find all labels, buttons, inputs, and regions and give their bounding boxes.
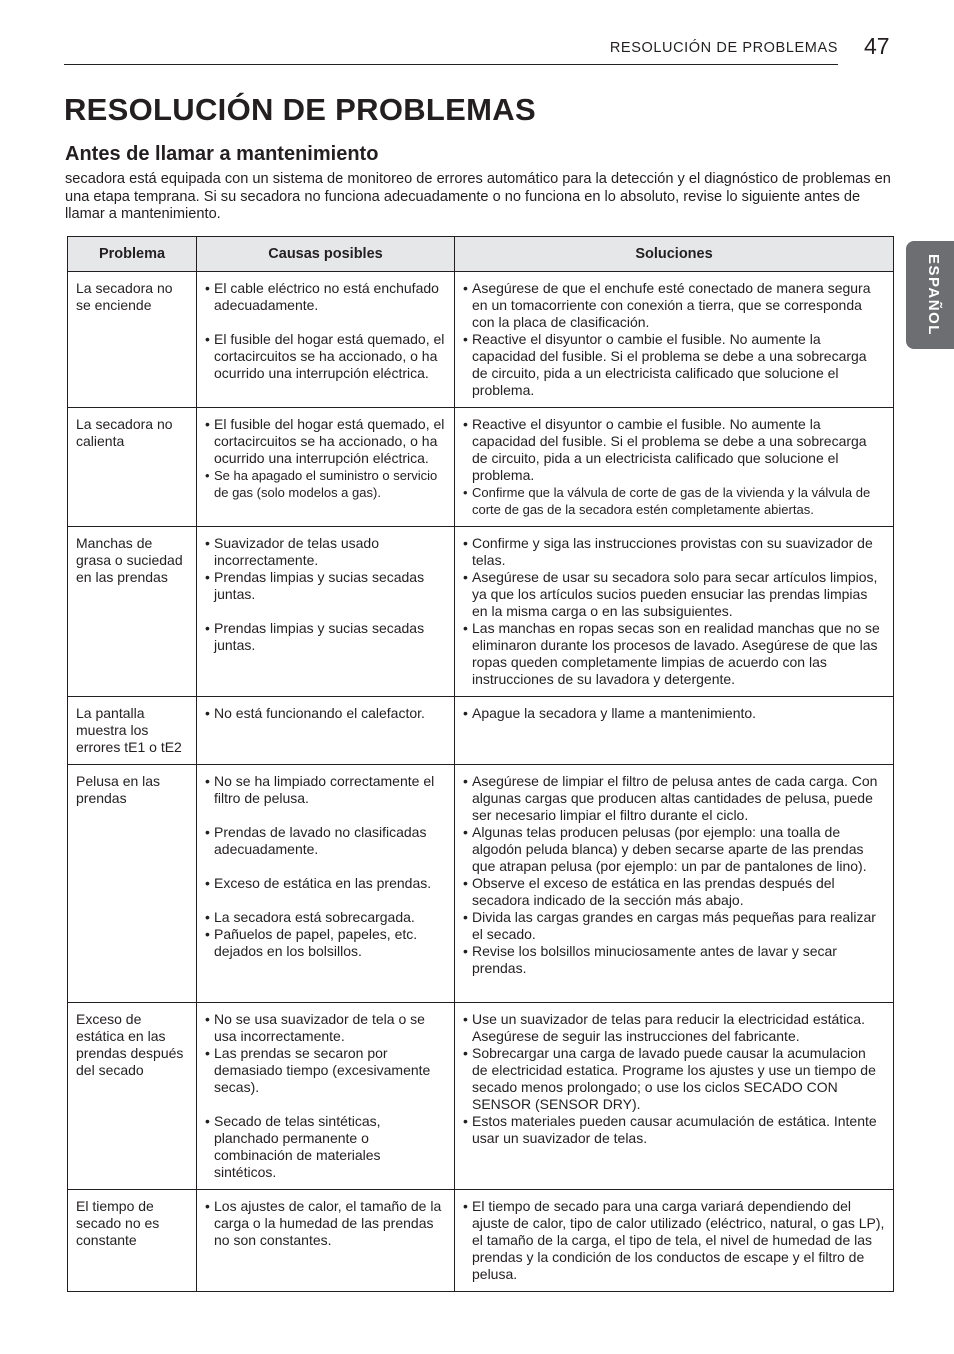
causes-cell xyxy=(197,527,455,697)
problem-cell: La pantalla muestra los errores tE1 o tE2 xyxy=(68,697,197,765)
cause-item: • Se ha apagado el suministro o servicio de gas (solo modelos a gas). xyxy=(205,467,446,501)
table-row xyxy=(68,697,894,765)
table-row xyxy=(68,408,894,527)
cause-item: • El cable eléctrico no está enchufado adecuadamente. xyxy=(205,280,446,314)
causes-cell xyxy=(197,765,455,1003)
cause-item: • Secado de telas sintéticas, planchado permanente o combinación de materiales sintéticos. xyxy=(205,1113,446,1181)
problem-cell: Exceso de estática en las prendas después del secado xyxy=(68,1003,197,1190)
cause-item: • El fusible del hogar está quemado, el cortacircuitos se ha accionado, o ha ocurrido una interrupción eléctrica. xyxy=(205,331,446,382)
solution-item: • Observe el exceso de estática en las prendas después del secadora indicado de la sección más abajo. xyxy=(463,875,885,909)
cause-item: • Las prendas se secaron por demasiado tiempo (excesivamente secas). xyxy=(205,1045,446,1096)
cause-item: • Prendas limpias y sucias secadas juntas. xyxy=(205,569,446,603)
causes-cell xyxy=(197,697,455,765)
table-header-row xyxy=(68,237,894,272)
cause-item: • El fusible del hogar está quemado, el cortacircuitos se ha accionado, o ha ocurrido una interrupción eléctrica. xyxy=(205,416,446,467)
page-number: 47 xyxy=(864,33,890,59)
cause-item: • Exceso de estática en las prendas. xyxy=(205,875,446,892)
cause-item: • Prendas limpias y sucias secadas juntas. xyxy=(205,620,446,654)
language-tab-label: ESPAÑOL xyxy=(925,254,942,336)
table-row xyxy=(68,272,894,408)
cause-item: • No se usa suavizador de tela o se usa incorrectamente. xyxy=(205,1011,446,1045)
solution-item: • Algunas telas producen pelusas (por ejemplo: una toalla de algodón peluda blanca) y deben secarse aparte de las prendas que atrapan pelusa (por ejemplo: un par de pantalones de lino). xyxy=(463,824,885,875)
solution-item: • Asegúrese de usar su secadora solo para secar artículos limpios, ya que los artículos sucios pueden ensuciar las prendas limpias en la misma carga o en las subsiguientes. xyxy=(463,569,885,620)
problem-cell: La secadora no se enciende xyxy=(68,272,197,408)
problem-cell: El tiempo de secado no es constante xyxy=(68,1190,197,1292)
problem-cell: Pelusa en las prendas xyxy=(68,765,197,1003)
cause-item: • La secadora está sobrecargada. xyxy=(205,909,446,926)
problem-cell: La secadora no calienta xyxy=(68,408,197,527)
solutions-cell xyxy=(455,1190,894,1292)
solution-item: • Divida las cargas grandes en cargas más pequeñas para realizar el secado. xyxy=(463,909,885,943)
solution-item: • Revise los bolsillos minuciosamente antes de lavar y secar prendas. xyxy=(463,943,885,977)
table-row xyxy=(68,1190,894,1292)
solution-item: • Apague la secadora y llame a mantenimiento. xyxy=(463,705,885,722)
language-tab xyxy=(906,241,954,349)
cause-item: • Prendas de lavado no clasificadas adecuadamente. xyxy=(205,824,446,858)
troubleshooting-table xyxy=(67,236,894,1292)
running-head: RESOLUCIÓN DE PROBLEMAS xyxy=(609,40,838,56)
solution-item: • El tiempo de secado para una carga variará dependiendo del ajuste de calor, tipo de calor utilizado (eléctrico, natural, o gas LP), el tamaño de la carga, el tipo de tela, el nivel de humedad de las prendas y la condición de los conductos de escape y el filtro de pelusa. xyxy=(463,1198,885,1283)
page-title: RESOLUCIÓN DE PROBLEMAS xyxy=(64,92,536,127)
solution-item: • Use un suavizador de telas para reducir la electricidad estática. Asegúrese de seguir las instrucciones del fabricante. xyxy=(463,1011,885,1045)
intro-paragraph: secadora está equipada con un sistema de monitoreo de errores automático para la detección y el diagnóstico de problemas en una etapa temprana. Si su secadora no funciona adecuadamente o no funciona en lo absoluto, revise lo siguiente antes de llamar a mantenimiento. xyxy=(65,171,891,222)
solutions-cell xyxy=(455,272,894,408)
causes-cell xyxy=(197,1190,455,1292)
cause-item: • No se ha limpiado correctamente el filtro de pelusa. xyxy=(205,773,446,807)
causes-cell xyxy=(197,408,455,527)
header-causes: Causas posibles xyxy=(197,237,455,272)
solution-item: • Reactive el disyuntor o cambie el fusible. No aumente la capacidad del fusible. Si el problema se debe a una sobrecarga de circuito, pida a un electricista calificado que solucione el problema. xyxy=(463,416,885,484)
causes-cell xyxy=(197,1003,455,1190)
solutions-cell xyxy=(455,408,894,527)
solution-item: • Las manchas en ropas secas son en realidad manchas que no se eliminaron durante los procesos de lavado. Asegúrese de que las ropas queden completamente limpias de acuerdo con las instrucciones de su lavadora y detergente. xyxy=(463,620,885,688)
solution-item: • Confirme que la válvula de corte de gas de la vivienda y la válvula de corte de gas de la secadora estén completamente abiertas. xyxy=(463,484,885,518)
solution-item: • Confirme y siga las instrucciones provistas con su suavizador de telas. xyxy=(463,535,885,569)
causes-cell xyxy=(197,272,455,408)
solutions-cell xyxy=(455,697,894,765)
solutions-cell xyxy=(455,527,894,697)
cause-item: • Los ajustes de calor, el tamaño de la carga o la humedad de las prendas no son constantes. xyxy=(205,1198,446,1249)
cause-item: • Pañuelos de papel, papeles, etc. dejados en los bolsillos. xyxy=(205,926,446,960)
cause-item: • No está funcionando el calefactor. xyxy=(205,705,446,722)
table-row xyxy=(68,1003,894,1190)
header-solutions: Soluciones xyxy=(455,237,894,272)
table-row xyxy=(68,765,894,1003)
solutions-cell xyxy=(455,1003,894,1190)
header-problem: Problema xyxy=(68,237,197,272)
solution-item: • Sobrecargar una carga de lavado puede causar la acumulacion de electricidad estatica. Programe los ajustes y use un tiempo de secado menos prolongado; o use los ciclos SECADO CON SENSOR (SENSOR DRY). xyxy=(463,1045,885,1113)
solution-item: • Asegúrese de limpiar el filtro de pelusa antes de cada carga. Con algunas cargas que producen altas cantidades de pelusa, puede ser necesario limpiar el filtro durante el ciclo. xyxy=(463,773,885,824)
section-subtitle: Antes de llamar a mantenimiento xyxy=(65,143,379,165)
solution-item: • Asegúrese de que el enchufe esté conectado de manera segura en un tomacorriente con conexión a tierra, que se corresponda con la placa de clasificación. xyxy=(463,280,885,331)
solution-item: • Estos materiales pueden causar acumulación de estática. Intente usar un suavizador de telas. xyxy=(463,1113,885,1147)
cause-item: • Suavizador de telas usado incorrectamente. xyxy=(205,535,446,569)
solutions-cell xyxy=(455,765,894,1003)
problem-cell: Manchas de grasa o suciedad en las prendas xyxy=(68,527,197,697)
table-row xyxy=(68,527,894,697)
solution-item: • Reactive el disyuntor o cambie el fusible. No aumente la capacidad del fusible. Si el problema se debe a una sobrecarga de circuito, pida a un electricista calificado que solucione el problema. xyxy=(463,331,885,399)
